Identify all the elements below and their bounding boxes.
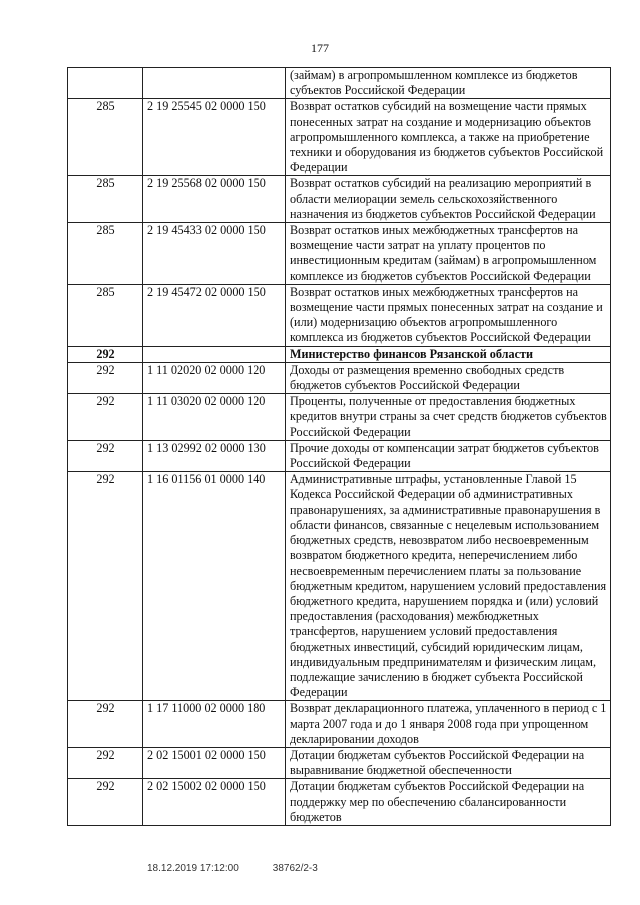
revenue-code-cell	[143, 68, 286, 99]
admin-code-cell: 292	[68, 440, 143, 471]
revenue-code-cell: 2 19 45472 02 0000 150	[143, 284, 286, 346]
admin-code-cell: 285	[68, 176, 143, 223]
revenue-code-cell: 2 02 15002 02 0000 150	[143, 779, 286, 826]
table-row	[68, 68, 611, 99]
admin-code-cell: 285	[68, 223, 143, 285]
table-row	[68, 440, 611, 471]
table-row	[68, 472, 611, 701]
revenue-name-cell: Доходы от размещения временно свободных средств бюджетов субъектов Российской Федерации	[286, 362, 611, 393]
revenue-name-cell: Возврат остатков иных межбюджетных трансфертов на возмещение части затрат на уплату процентов по инвестиционным кредитам (займам) в агропромышленном комплексе из бюджетов субъектов Российской Федерации	[286, 223, 611, 285]
administrator-name-cell: Министерство финансов Рязанской области	[286, 346, 611, 362]
table-row	[68, 394, 611, 441]
revenue-code-cell: 1 16 01156 01 0000 140	[143, 472, 286, 701]
admin-code-cell: 292	[68, 701, 143, 748]
admin-code-cell: 292	[68, 747, 143, 778]
revenue-code-cell: 1 11 02020 02 0000 120	[143, 362, 286, 393]
admin-code-cell: 285	[68, 284, 143, 346]
revenue-name-cell: Возврат декларационного платежа, уплаченного в период с 1 марта 2007 года и до 1 января 2008 года при упрощенном декларировании доходов	[286, 701, 611, 748]
table-row	[68, 284, 611, 346]
revenue-name-cell: Возврат остатков иных межбюджетных трансфертов на возмещение части прямых понесенных затрат на создание и (или) модернизацию объектов агропромышленного комплекса из бюджетов субъектов Российской Федерации	[286, 284, 611, 346]
revenue-name-cell: Возврат остатков субсидий на реализацию мероприятий в области мелиорации земель сельскохозяйственного назначения из бюджетов субъектов Российской Федерации	[286, 176, 611, 223]
admin-code-cell: 292	[68, 472, 143, 701]
admin-code-cell	[68, 68, 143, 99]
revenue-code-cell: 1 11 03020 02 0000 120	[143, 394, 286, 441]
revenue-code-cell: 2 19 25568 02 0000 150	[143, 176, 286, 223]
page-number: 177	[311, 41, 329, 55]
revenue-name-cell: Дотации бюджетам субъектов Российской Федерации на выравнивание бюджетной обеспеченности	[286, 747, 611, 778]
revenue-code-cell: 2 02 15001 02 0000 150	[143, 747, 286, 778]
revenue-code-cell: 2 19 25545 02 0000 150	[143, 99, 286, 176]
table-row	[68, 362, 611, 393]
section-header-row	[68, 346, 611, 362]
table-row	[68, 747, 611, 778]
table-row	[68, 701, 611, 748]
footer-document-id: 38762/2-3	[272, 863, 318, 874]
admin-code-cell: 292	[68, 779, 143, 826]
footer-datetime: 18.12.2019 17:12:00	[147, 863, 239, 874]
admin-code-cell: 285	[68, 99, 143, 176]
revenue-name-cell: Проценты, полученные от предоставления бюджетных кредитов внутри страны за счет средств бюджетов субъектов Российской Федерации	[286, 394, 611, 441]
admin-code-cell: 292	[68, 394, 143, 441]
revenue-code-cell: 2 19 45433 02 0000 150	[143, 223, 286, 285]
revenue-code-cell	[143, 346, 286, 362]
revenue-code-cell: 1 17 11000 02 0000 180	[143, 701, 286, 748]
revenue-code-cell: 1 13 02992 02 0000 130	[143, 440, 286, 471]
revenue-name-cell: (займам) в агропромышленном комплексе из бюджетов субъектов Российской Федерации	[286, 68, 611, 99]
revenue-codes-table	[67, 67, 611, 826]
revenue-name-cell: Возврат остатков субсидий на возмещение части прямых понесенных затрат на создание и модернизацию объектов агропромышленного комплекса, а также на приобретение техники и оборудования из бюджетов субъектов Российской Федерации	[286, 99, 611, 176]
revenue-name-cell: Административные штрафы, установленные Главой 15 Кодекса Российской Федерации об административных правонарушениях, за административные правонарушения в области финансов, связанные с нецелевым использованием бюджетных средств, невозвратом либо несвоевременным возвратом бюджетного кредита, неперечислением либо несвоевременным перечислением платы за пользование бюджетным кредитом, нарушением условий предоставления бюджетного кредита, нарушением порядка и (или) условий предоставления (расходования) межбюджетных трансфертов, нарушением условий предоставления бюджетных инвестиций, субсидий юридическим лицам, индивидуальным предпринимателям и физическим лицам, подлежащие зачислению в бюджет субъекта Российской Федерации	[286, 472, 611, 701]
table-body	[68, 68, 611, 826]
revenue-name-cell: Прочие доходы от компенсации затрат бюджетов субъектов Российской Федерации	[286, 440, 611, 471]
revenue-name-cell: Дотации бюджетам субъектов Российской Федерации на поддержку мер по обеспечению сбалансированности бюджетов	[286, 779, 611, 826]
table-row	[68, 779, 611, 826]
table-row	[68, 99, 611, 176]
admin-code-cell: 292	[68, 346, 143, 362]
table-row	[68, 176, 611, 223]
table-row	[68, 223, 611, 285]
admin-code-cell: 292	[68, 362, 143, 393]
page-footer	[147, 863, 352, 874]
